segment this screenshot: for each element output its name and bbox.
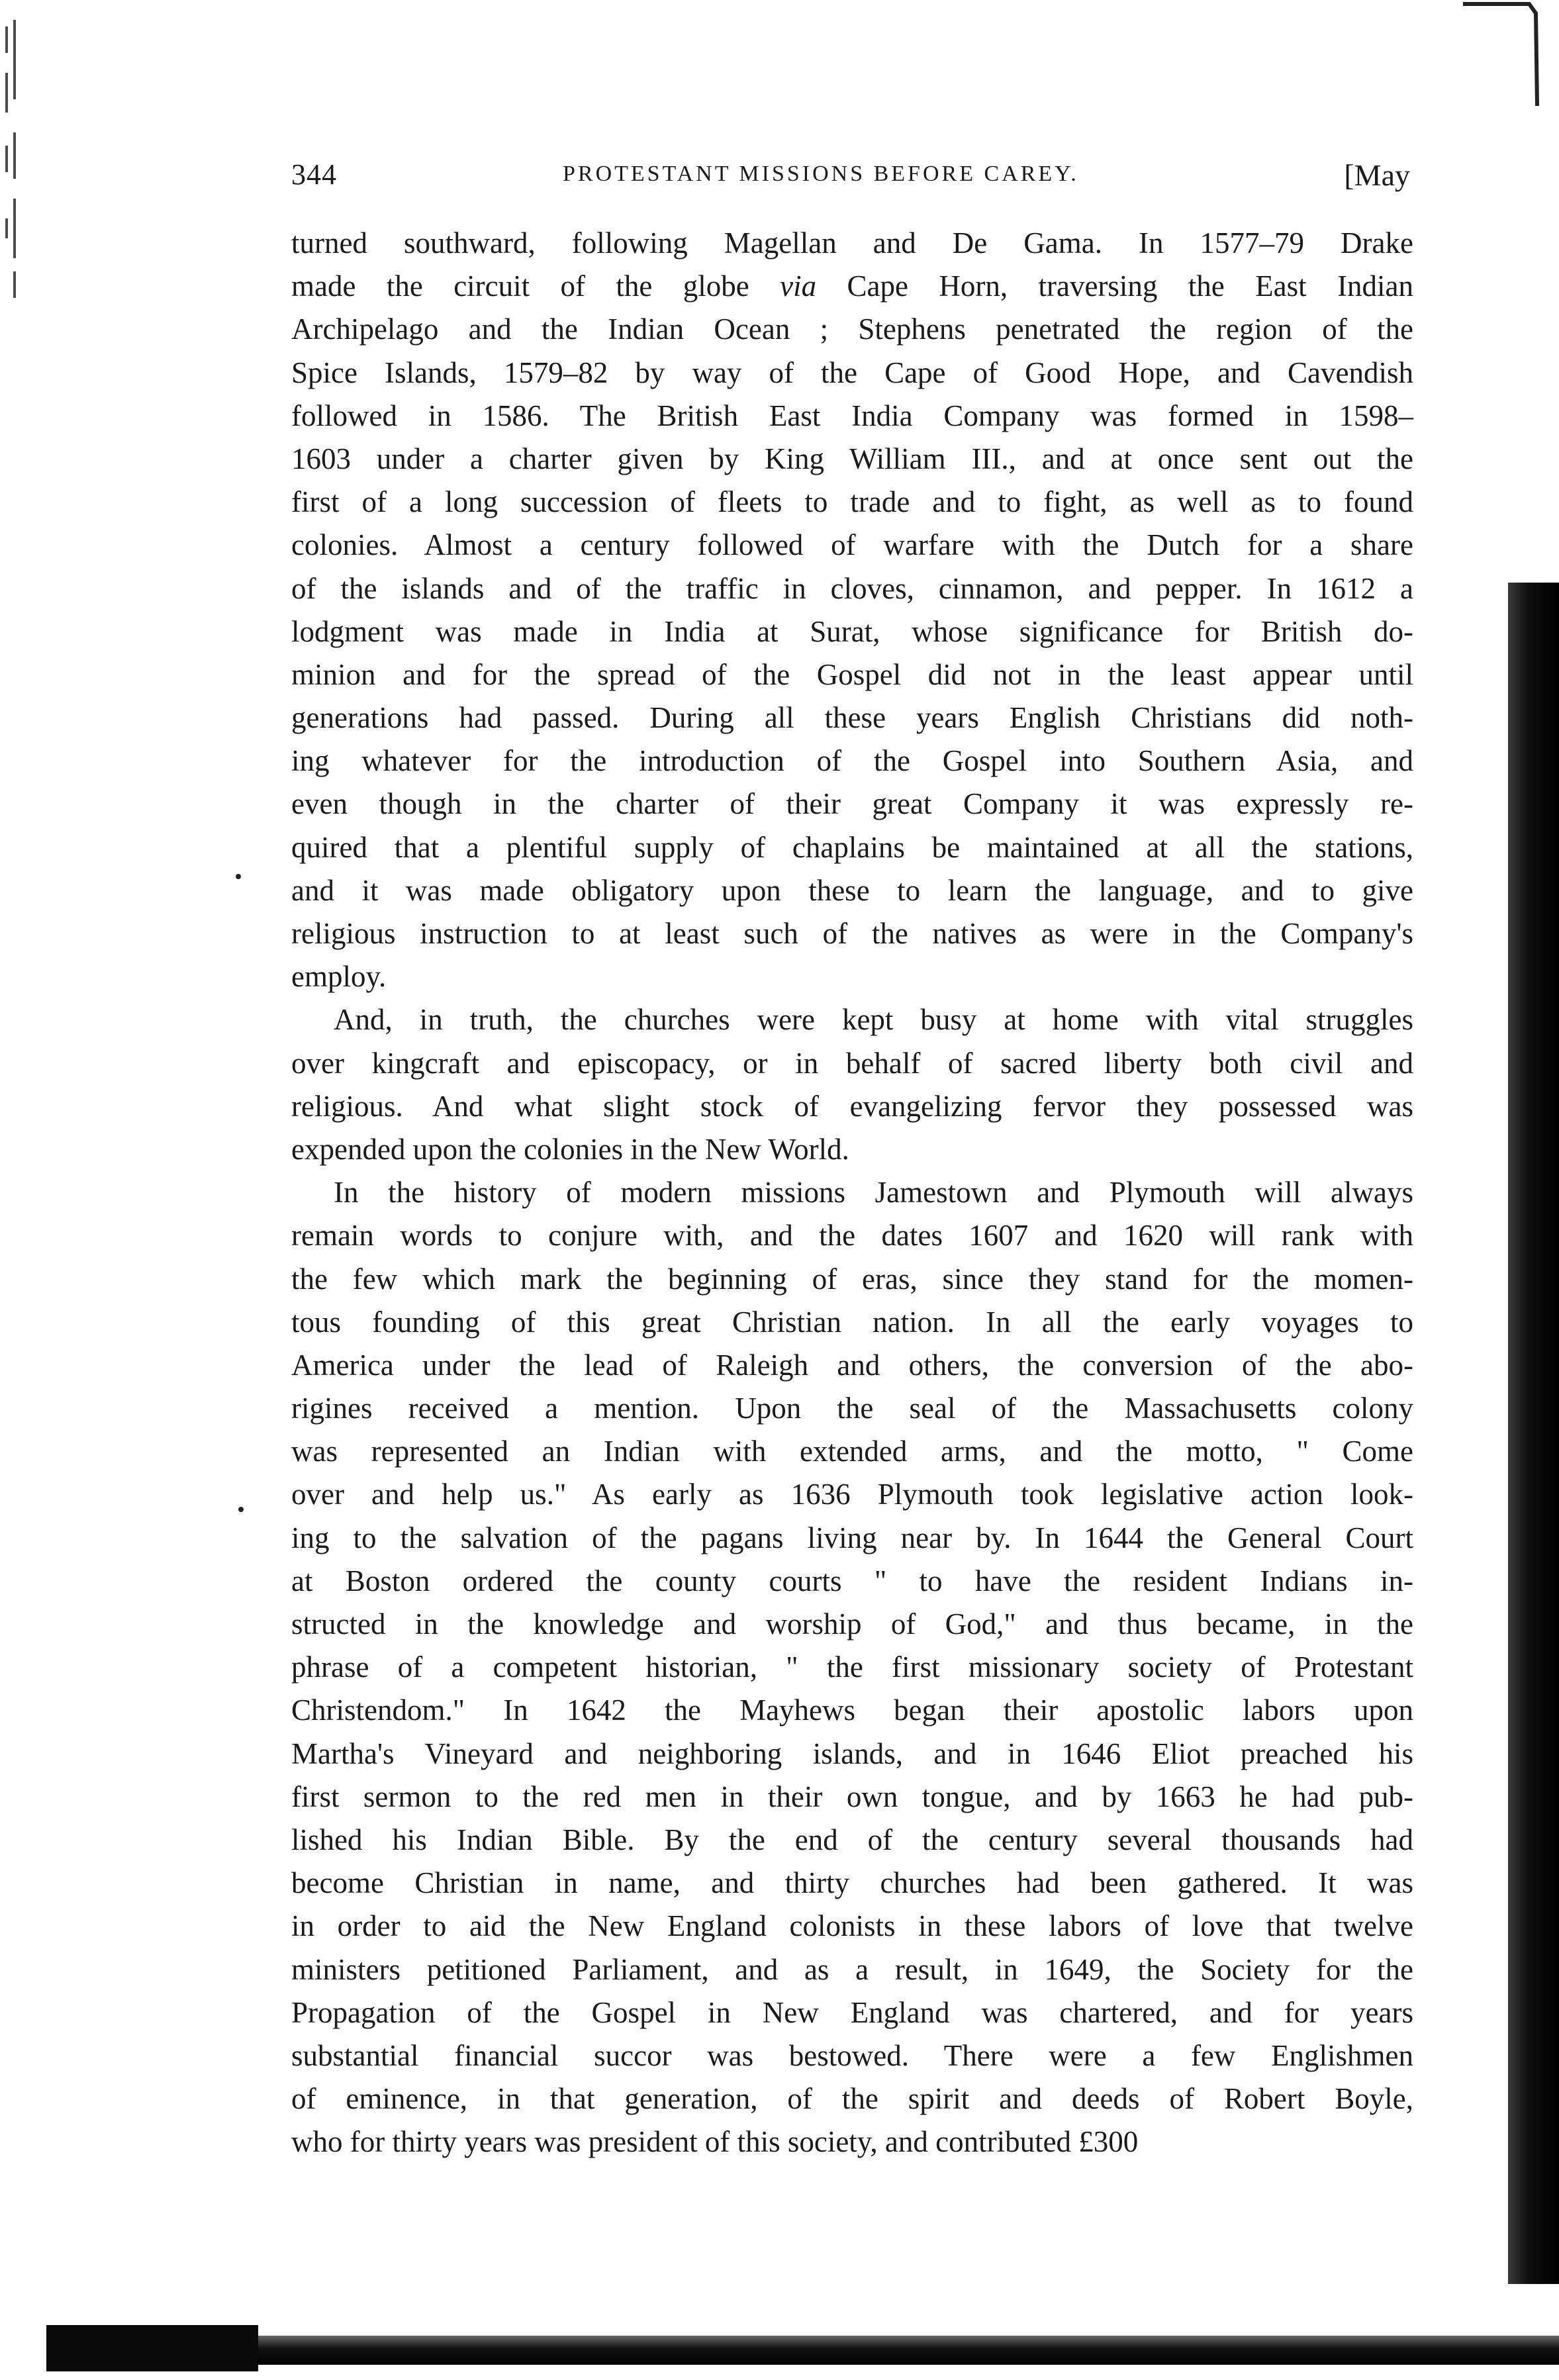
- text-line: become Christian in name, and thirty churches had been gathered. It was: [291, 1866, 1413, 1900]
- scan-bottom-shadow: [46, 2317, 1559, 2380]
- text-line: Archipelago and the Indian Ocean ; Stephens penetrated the region of the: [291, 312, 1413, 346]
- running-title: PROTESTANT MISSIONS BEFORE CAREY.: [563, 162, 1079, 186]
- text-line: and it was made obligatory upon these to learn the language, and to give: [291, 873, 1413, 907]
- text-line: ministers petitioned Parliament, and as a result, in 1649, the Society for the: [291, 1952, 1413, 1986]
- text-line: Christendom." In 1642 the Mayhews began their apostolic labors upon: [291, 1693, 1413, 1727]
- page-number: 344: [291, 158, 337, 191]
- scan-right-shadow: [1508, 583, 1559, 2284]
- text-line: 1603 under a charter given by King William III., and at once sent out the: [291, 442, 1413, 475]
- text-line: employ.: [291, 960, 387, 994]
- text-line: lodgment was made in India at Surat, whose significance for British do-: [291, 614, 1413, 648]
- header-date: [May: [1344, 158, 1410, 192]
- text-line: generations had passed. During all these years English Christians did noth-: [291, 701, 1413, 735]
- text-line: in order to aid the New England colonists in these labors of love that twelve: [291, 1909, 1413, 1943]
- text-line: religious. And what slight stock of evangelizing fervor they possessed was: [291, 1089, 1413, 1123]
- text-line: minion and for the spread of the Gospel did not in the least appear until: [291, 657, 1413, 691]
- text-line: phrase of a competent historian, " the first missionary society of Protestant: [291, 1650, 1413, 1684]
- text-line: Spice Islands, 1579–82 by way of the Cape of Good Hope, and Cavendish: [291, 356, 1413, 389]
- text-line: And, in truth, the churches were kept busy at home with vital struggles: [334, 1003, 1413, 1037]
- text-line: over kingcraft and episcopacy, or in behalf of sacred liberty both civil and: [291, 1046, 1413, 1080]
- paragraph: [291, 998, 1413, 1171]
- text-line: colonies. Almost a century followed of warfare with the Dutch for a share: [291, 528, 1413, 562]
- text-line: lished his Indian Bible. By the end of the century several thousands had: [291, 1823, 1413, 1856]
- text-line: who for thirty years was president of this society, and contributed £300: [291, 2125, 1139, 2159]
- text-line: over and help us." As early as 1636 Plymouth took legislative action look-: [291, 1478, 1413, 1511]
- running-header: [291, 158, 1410, 197]
- text-line: made the circuit of the globe via Cape Horn, traversing the East Indian: [291, 269, 1413, 303]
- paragraph: [291, 1171, 1413, 2164]
- text-line: rigines received a mention. Upon the seal of the Massachusetts colony: [291, 1392, 1413, 1425]
- text-line: ing to the salvation of the pagans living near by. In 1644 the General Court: [291, 1521, 1413, 1554]
- text-line: Martha's Vineyard and neighboring islands, and in 1646 Eliot preached his: [291, 1737, 1413, 1770]
- scan-edge-marks: [4, 20, 30, 298]
- text-line: the few which mark the beginning of eras, since they stand for the momen-: [291, 1262, 1413, 1296]
- text-line: substantial financial succor was bestowed. There were a few Englishmen: [291, 2038, 1413, 2072]
- text-line: religious instruction to at least such of the natives as were in the Company's: [291, 917, 1413, 950]
- text-line: was represented an Indian with extended arms, and the motto, " Come: [291, 1435, 1413, 1468]
- text-line: followed in 1586. The British East India Company was formed in 1598–: [291, 399, 1413, 432]
- text-line: of the islands and of the traffic in cloves, cinnamon, and pepper. In 1612 a: [291, 571, 1413, 605]
- text-line: America under the lead of Raleigh and others, the conversion of the abo-: [291, 1348, 1413, 1382]
- text-line: remain words to conjure with, and the dates 1607 and 1620 will rank with: [291, 1219, 1413, 1253]
- text-line: first sermon to the red men in their own tongue, and by 1663 he had pub-: [291, 1780, 1413, 1813]
- body-text: [291, 222, 1413, 2164]
- text-line: tous founding of this great Christian nation. In all the early voyages to: [291, 1305, 1413, 1339]
- text-line: In the history of modern missions Jamestown and Plymouth will always: [334, 1176, 1413, 1210]
- text-line: even though in the charter of their great Company it was expressly re-: [291, 787, 1413, 821]
- text-line: quired that a plentiful supply of chaplains be maintained at all the stations,: [291, 830, 1413, 864]
- text-line: ing whatever for the introduction of the Gospel into Southern Asia, and: [291, 744, 1413, 778]
- text-line: of eminence, in that generation, of the spirit and deeds of Robert Boyle,: [291, 2082, 1413, 2116]
- text-line: turned southward, following Magellan and De Gama. In 1577–79 Drake: [291, 226, 1413, 260]
- scan-speck: [238, 1507, 244, 1512]
- paragraph: [291, 222, 1413, 998]
- text-line: at Boston ordered the county courts " to have the resident Indians in-: [291, 1564, 1413, 1597]
- text-line: Propagation of the Gospel in New England was chartered, and for years: [291, 1995, 1413, 2029]
- text-line: expended upon the colonies in the New World.: [291, 1132, 849, 1166]
- text-line: first of a long succession of fleets to trade and to fight, as well as to found: [291, 485, 1413, 519]
- text-line: structed in the knowledge and worship of God," and thus became, in the: [291, 1607, 1413, 1641]
- italic-word: via: [780, 269, 817, 303]
- scan-corner-mark: [1450, 0, 1556, 113]
- scan-speck: [236, 874, 241, 879]
